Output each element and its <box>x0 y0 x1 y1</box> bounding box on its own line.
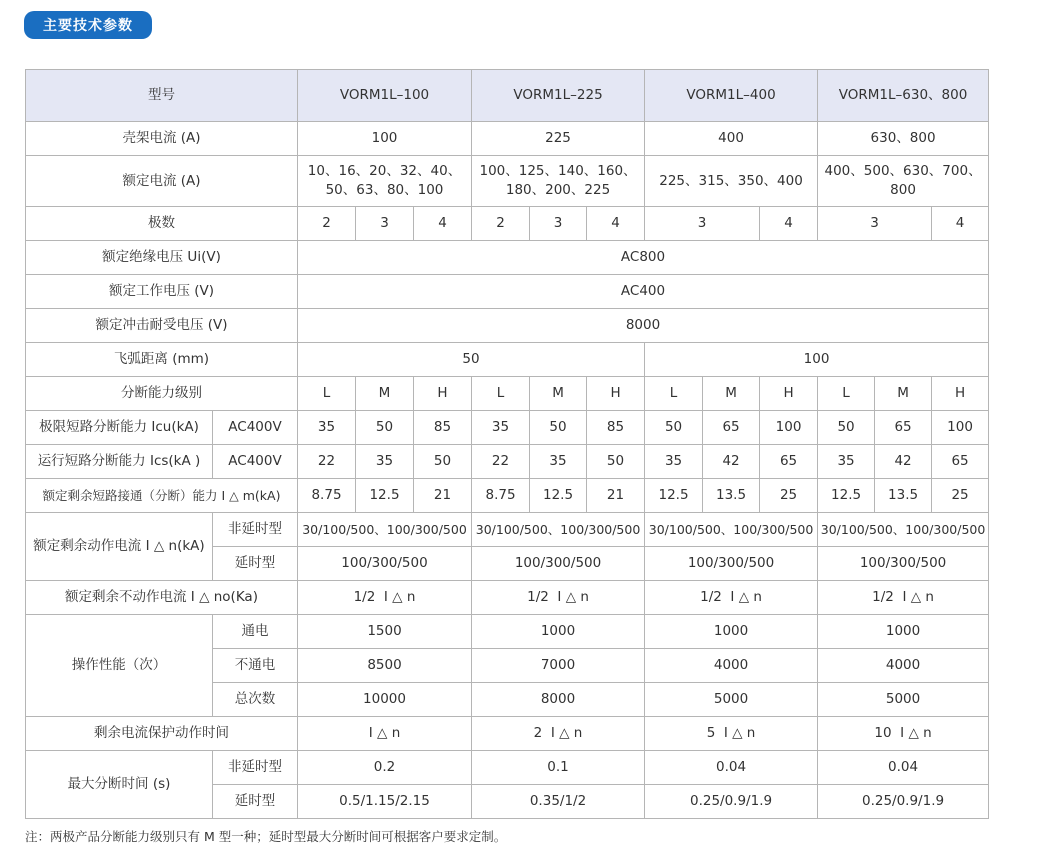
cell: 4 <box>760 207 818 241</box>
sub-label: 延时型 <box>213 547 298 581</box>
sub-label: 通电 <box>213 615 298 649</box>
cell: 630、800 <box>818 122 989 156</box>
model-name: VORM1L–400 <box>645 70 818 122</box>
cell: 50 <box>298 343 645 377</box>
table-row <box>26 751 989 785</box>
table-row <box>26 377 989 411</box>
table-row <box>26 275 989 309</box>
cell: 1000 <box>645 615 818 649</box>
cell: 3 <box>645 207 760 241</box>
cell: 30/100/500、100/300/500 <box>645 513 818 547</box>
sub-label: AC400V <box>213 445 298 479</box>
cell: 100 <box>932 411 989 445</box>
cell: 65 <box>703 411 760 445</box>
cell: 50 <box>356 411 414 445</box>
cell: 100/300/500 <box>645 547 818 581</box>
table-row <box>26 513 989 547</box>
row-label: 极限短路分断能力 Icu(kA) <box>26 411 213 445</box>
cell: 100、125、140、160、180、200、225 <box>472 156 645 207</box>
cell: 85 <box>414 411 472 445</box>
row-label: 额定剩余短路接通（分断）能力 I △ m(kA) <box>26 479 298 513</box>
cell: 35 <box>356 445 414 479</box>
model-label: 型号 <box>26 70 298 122</box>
cell: M <box>356 377 414 411</box>
table-row <box>26 241 989 275</box>
cell: L <box>645 377 703 411</box>
table-row <box>26 581 989 615</box>
table-row <box>26 411 989 445</box>
cell: 100/300/500 <box>818 547 989 581</box>
table-row <box>26 479 989 513</box>
cell: 10000 <box>298 683 472 717</box>
cell: 25 <box>760 479 818 513</box>
cell: 13.5 <box>875 479 932 513</box>
cell: 0.2 <box>298 751 472 785</box>
cell: 225、315、350、400 <box>645 156 818 207</box>
cell: 2 <box>298 207 356 241</box>
cell: 42 <box>703 445 760 479</box>
row-label: 额定冲击耐受电压 (V) <box>26 309 298 343</box>
cell: 4 <box>414 207 472 241</box>
sub-label: 不通电 <box>213 649 298 683</box>
cell: 5000 <box>645 683 818 717</box>
cell: M <box>530 377 587 411</box>
sub-label: 延时型 <box>213 785 298 819</box>
cell: 85 <box>587 411 645 445</box>
cell: 4000 <box>818 649 989 683</box>
cell: 100 <box>760 411 818 445</box>
cell: 3 <box>530 207 587 241</box>
cell: M <box>703 377 760 411</box>
cell: 22 <box>472 445 530 479</box>
cell: 65 <box>932 445 989 479</box>
cell: 7000 <box>472 649 645 683</box>
cell: 400、500、630、700、800 <box>818 156 989 207</box>
row-label: 运行短路分断能力 Ics(kA ) <box>26 445 213 479</box>
cell: 0.1 <box>472 751 645 785</box>
cell: 0.25/0.9/1.9 <box>645 785 818 819</box>
cell: 225 <box>472 122 645 156</box>
cell: I △ n <box>298 717 472 751</box>
header-row <box>26 70 989 122</box>
cell: 1/2 I △ n <box>645 581 818 615</box>
cell: 50 <box>645 411 703 445</box>
model-name: VORM1L–630、800 <box>818 70 989 122</box>
row-label: 额定电流 (A) <box>26 156 298 207</box>
cell: 35 <box>530 445 587 479</box>
cell: 50 <box>414 445 472 479</box>
cell: 2 I △ n <box>472 717 645 751</box>
cell: L <box>818 377 875 411</box>
row-label: 额定剩余动作电流 I △ n(kA) <box>26 513 213 581</box>
cell: 50 <box>818 411 875 445</box>
cell: 5 I △ n <box>645 717 818 751</box>
table-row <box>26 207 989 241</box>
cell: 8000 <box>472 683 645 717</box>
cell: 100 <box>645 343 989 377</box>
cell: 21 <box>414 479 472 513</box>
table-row <box>26 122 989 156</box>
cell: 30/100/500、100/300/500 <box>298 513 472 547</box>
cell: 1/2 I △ n <box>818 581 989 615</box>
cell: M <box>875 377 932 411</box>
row-label: 操作性能（次） <box>26 615 213 717</box>
sub-label: 非延时型 <box>213 513 298 547</box>
cell: 4 <box>587 207 645 241</box>
cell: 8000 <box>298 309 989 343</box>
row-label: 壳架电流 (A) <box>26 122 298 156</box>
cell: 100 <box>298 122 472 156</box>
cell: 25 <box>932 479 989 513</box>
sub-label: 总次数 <box>213 683 298 717</box>
cell: L <box>472 377 530 411</box>
cell: 42 <box>875 445 932 479</box>
table-row <box>26 717 989 751</box>
cell: H <box>760 377 818 411</box>
cell: 12.5 <box>818 479 875 513</box>
cell: 12.5 <box>530 479 587 513</box>
row-label: 额定工作电压 (V) <box>26 275 298 309</box>
row-label: 额定绝缘电压 Ui(V) <box>26 241 298 275</box>
cell: H <box>932 377 989 411</box>
cell: 8.75 <box>298 479 356 513</box>
table-row <box>26 309 989 343</box>
cell: AC400 <box>298 275 989 309</box>
cell: 0.25/0.9/1.9 <box>818 785 989 819</box>
cell: 8.75 <box>472 479 530 513</box>
cell: 21 <box>587 479 645 513</box>
cell: 3 <box>356 207 414 241</box>
cell: H <box>414 377 472 411</box>
cell: 30/100/500、100/300/500 <box>472 513 645 547</box>
cell: 35 <box>472 411 530 445</box>
cell: 0.35/1/2 <box>472 785 645 819</box>
cell: 4 <box>932 207 989 241</box>
model-name: VORM1L–225 <box>472 70 645 122</box>
sub-label: AC400V <box>213 411 298 445</box>
table-row <box>26 156 989 207</box>
row-label: 最大分断时间 (s) <box>26 751 213 819</box>
table-row <box>26 445 989 479</box>
cell: 8500 <box>298 649 472 683</box>
cell: 5000 <box>818 683 989 717</box>
table-row <box>26 343 989 377</box>
cell: 1500 <box>298 615 472 649</box>
row-label: 剩余电流保护动作时间 <box>26 717 298 751</box>
cell: 22 <box>298 445 356 479</box>
model-name: VORM1L–100 <box>298 70 472 122</box>
cell: 400 <box>645 122 818 156</box>
cell: 30/100/500、100/300/500 <box>818 513 989 547</box>
cell: 1000 <box>472 615 645 649</box>
footnote: 注：两极产品分断能力级别只有 M 型一种；延时型最大分断时间可根据客户要求定制。 <box>25 829 507 844</box>
cell: 12.5 <box>645 479 703 513</box>
row-label: 分断能力级别 <box>26 377 298 411</box>
cell: 3 <box>818 207 932 241</box>
cell: 1/2 I △ n <box>472 581 645 615</box>
cell: 10 I △ n <box>818 717 989 751</box>
cell: 1000 <box>818 615 989 649</box>
cell: 50 <box>530 411 587 445</box>
row-label: 额定剩余不动作电流 I △ no(Ka) <box>26 581 298 615</box>
cell: 2 <box>472 207 530 241</box>
cell: 0.04 <box>818 751 989 785</box>
sub-label: 非延时型 <box>213 751 298 785</box>
cell: 1/2 I △ n <box>298 581 472 615</box>
cell: 100/300/500 <box>298 547 472 581</box>
cell: 65 <box>760 445 818 479</box>
cell: 13.5 <box>703 479 760 513</box>
cell: 10、16、20、32、40、50、63、80、100 <box>298 156 472 207</box>
row-label: 飞弧距离 (mm) <box>26 343 298 377</box>
cell: 50 <box>587 445 645 479</box>
cell: 35 <box>645 445 703 479</box>
cell: 4000 <box>645 649 818 683</box>
cell: 0.04 <box>645 751 818 785</box>
table-row <box>26 615 989 649</box>
cell: L <box>298 377 356 411</box>
cell: H <box>587 377 645 411</box>
cell: 12.5 <box>356 479 414 513</box>
cell: AC800 <box>298 241 989 275</box>
cell: 35 <box>298 411 356 445</box>
row-label: 极数 <box>26 207 298 241</box>
cell: 100/300/500 <box>472 547 645 581</box>
spec-table <box>25 69 989 819</box>
section-title: 主要技术参数 <box>24 11 152 39</box>
cell: 0.5/1.15/2.15 <box>298 785 472 819</box>
cell: 65 <box>875 411 932 445</box>
cell: 35 <box>818 445 875 479</box>
